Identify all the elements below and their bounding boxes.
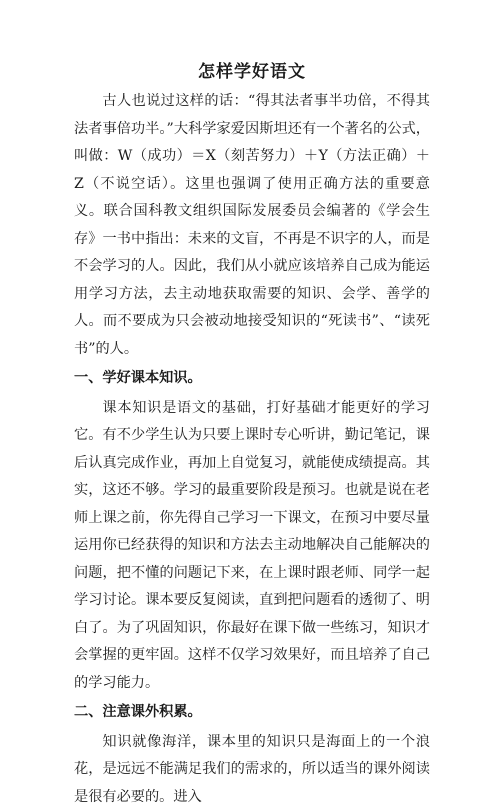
section-heading-1: 一、学好课本知识。: [74, 365, 430, 393]
intro-paragraph: 古人也说过这样的话：“得其法者事半功倍，不得其法者事倍功半。”大科学家爱因斯坦还有一个著名的公式，叫做：W（成功）＝X（刻苦努力）＋Y（方法正确）＋Z（不说空话）。这里也强调了使用正确方法的重要意义。联合国科教文组织国际发展委员会编著的《学会生存》一书中指出：未来的文盲，不再是不识字的人，而是不会学习的人。因此，我们从小就应该培养自己成为能运用学习方法，去主动地获取需要的知识、会学、善学的人。而不要成为只会被动地接受知识的“死读书”、“读死书”的人。: [74, 88, 430, 363]
document-page: [74, 60, 430, 811]
section-2-paragraph: 知识就像海洋，课本里的知识只是海面上的一个浪花，是远远不能满足我们的需求的，所以适当的课外阅读是很有必要的。进入: [74, 729, 430, 811]
section-1-paragraph: 课本知识是语文的基础，打好基础才能更好的学习它。有不少学生认为只要上课时专心听讲，勤记笔记，课后认真完成作业，再加上自觉复习，就能使成绩提高。其实，这还不够。学习的最重要阶段是预习。也就是说在老师上课之前，你先得自己学习一下课文，在预习中要尽量运用你已经获得的知识和方法去主动地解决自己能解决的问题，把不懂的问题记下来，在上课时跟老师、同学一起学习讨论。课本要反复阅读，直到把问题看的透彻了、明白了。为了巩固知识，你最好在课下做一些练习，知识才会掌握的更牢固。这样不仅学习效果好，而且培养了自己的学习能力。: [74, 395, 430, 698]
section-heading-2: 二、注意课外积累。: [74, 699, 430, 727]
document-title: 怎样学好语文: [74, 60, 430, 84]
